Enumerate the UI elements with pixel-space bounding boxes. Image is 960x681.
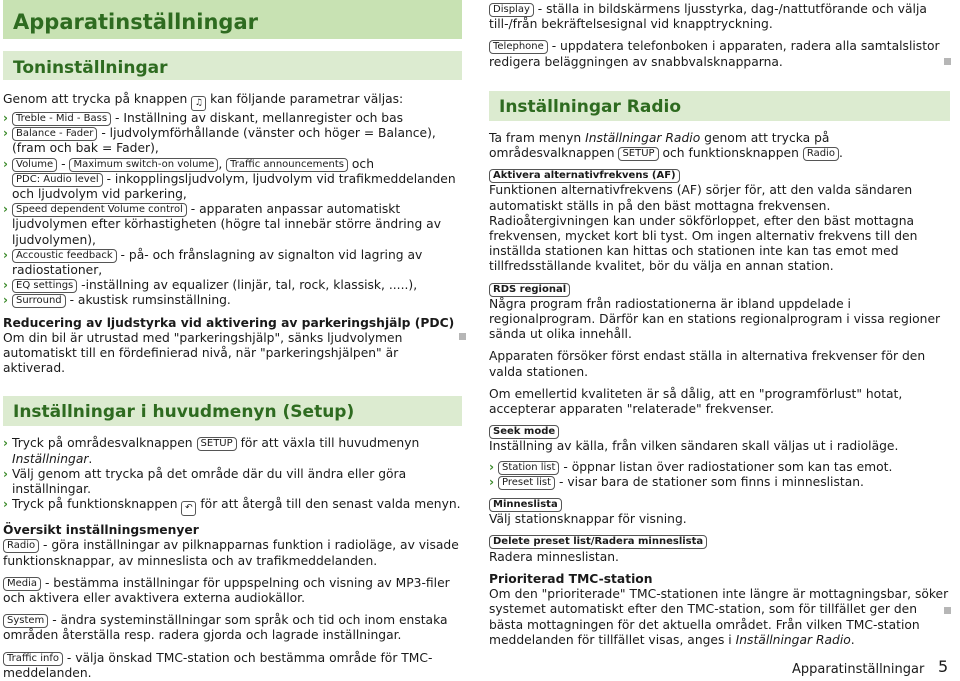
station-list-key: Station list [498, 461, 559, 475]
overview-item: Telephone - uppdatera telefonboken i apparaten, radera alla samtalslistor redigera beläggningen av snabbvalsknapparna. [489, 39, 940, 69]
tone-parameter-list [3, 111, 462, 309]
tone-parameter-item: › Treble - Mid - Bass - Inställning av diskant, mellanregister och bas [3, 111, 404, 125]
tmc-heading: Prioriterad TMC-station [489, 571, 653, 586]
station-list-line: › Station list - öppnar listan över radiostationer som kan tas emot. [489, 459, 893, 474]
option-key: Accoustic feedback [12, 249, 117, 263]
arrow-icon: › [3, 497, 8, 512]
tone-parameter-item: › Surround - akustisk rumsinställning. [3, 293, 231, 308]
tone-parameter-item: › Volume - Maximum switch-on volume , Traffic announcements och PDC: Audio level - inkopplingsljudvolym, ljudvolym vid trafikmeddelanden och ljudvolym vid parkering, [3, 156, 456, 202]
page-title: Apparatinställningar [3, 0, 462, 39]
option-key: Volume [12, 158, 57, 172]
tone-parameter-item: › EQ settings -inställning av equalizer (linjär, tal, rock, klassisk, .....), [3, 278, 418, 293]
footer-section-title: Apparatinställningar [792, 662, 925, 677]
radio-key: Radio [803, 147, 839, 161]
setup-step-1: › Tryck på områdesvalknappen SETUP för att växla till huvudmenyn Inställningar. [3, 436, 420, 466]
option-key: Surround [12, 294, 66, 308]
preset-list-line: › Preset list - visar bara de stationer som finns i minneslistan. [489, 474, 864, 489]
option-key: Speed dependent Volume control [12, 203, 187, 217]
arrow-icon: › [3, 293, 8, 308]
overview-item: Display - ställa in bildskärmens ljusstyrka, dag-/nattutförande och välja till-/från bekräftelsesignal vid knapptryckning. [489, 2, 927, 32]
rds-text-3: Om emellertid kvaliteten är så dålig, att en "programförlust" hotat, accepterar apparaten "relaterade" frekvenser. [489, 386, 903, 417]
right-column [489, 2, 950, 648]
setup-key: SETUP [618, 147, 658, 161]
arrow-icon: › [3, 111, 8, 125]
arrow-icon: › [3, 466, 8, 481]
section-title-tone: Toninställningar [3, 51, 462, 80]
seek-key: Seek mode [489, 425, 559, 439]
setup-step-2: › Välj genom att trycka på det område där du vill ändra eller göra inställningar. [3, 466, 407, 497]
option-key: Maximum switch-on volume [69, 158, 218, 172]
af-text: Funktionen alternativfrekvens (AF) sörjer för, att den valda sändaren automatiskt ställs in på den bäst mottagna frekvensen. Radioåtergivningen kan under sökförloppet, efter den bäst mottagna frekvensen, mycket kort bli tyst. Om ingen alternativ frekvens till den inställda stationen kan hittas och stationen inte kan tas emot med tillfredsställande kvalitet, bör du välja en annan station. [489, 183, 918, 274]
arrow-icon: › [3, 126, 8, 141]
delete-preset-key: Delete preset list/Radera minneslista [489, 535, 707, 549]
option-key: Traffic announcements [226, 158, 348, 172]
overview-list [3, 538, 462, 681]
overview-item: Traffic info - välja önskad TMC-station och bestämma område för TMC-meddelanden. [3, 650, 433, 680]
overview-item: System - ändra systeminställningar som språk och tid och inom enstaka områden återställa resp. radera gjorda och lagrade inställningar. [3, 613, 448, 643]
menu-key: Media [3, 577, 41, 591]
tone-parameter-item: › Speed dependent Volume control - apparaten anpassar automatiskt ljudvolymen efter körhastigheten (högre tal innebär större ändring av ljudvolymen), [3, 202, 441, 247]
pdc-text: Om din bil är utrustad med "parkeringshjälp", sänks ljudvolymen automatiskt till en fördefinierad nivå, när "parkeringshjälpen" är aktiverad. [3, 330, 403, 376]
overview-heading: Översikt inställningsmenyer [3, 523, 199, 538]
overview-item: Media - bestämma inställningar för uppspelning och visning av MP3-filer och aktivera eller avaktivera externa audiokällor. [3, 575, 450, 606]
section-end-marker [944, 607, 951, 614]
section-title-setup: Inställningar i huvudmenyn (Setup) [3, 396, 462, 426]
seek-text: Inställning av källa, från vilken sändaren skall väljas ut i radioläge. [489, 439, 899, 454]
section-title-radio: Inställningar Radio [489, 91, 950, 121]
arrow-icon: › [489, 459, 495, 474]
setup-step-3: › Tryck på funktionsknappen ↶ för att återgå till den senast valda menyn. [3, 497, 462, 516]
option-key: Treble - Mid - Bass [12, 112, 111, 126]
tmc-text: Om den "prioriterade" TMC-stationen inte längre är mottagningsbar, söker systemet automatiskt efter den TMC-station, som för tillfället ger den bästa mottagningen för det aktuella området. Från vilken TMC-station meddelanden för tillfället visas, anges i Inställningar Radio. [489, 587, 949, 647]
menu-key: Display [489, 3, 534, 17]
arrow-icon: › [3, 278, 8, 293]
rds-text-2: Apparaten försöker först endast ställa in alternativa frekvenser för den valda stationen. [489, 349, 926, 379]
section-end-marker [459, 333, 466, 340]
tone-parameter-item: › Balance - Fader - ljudvolymförhållande (vänster och höger = Balance), (fram och bak = Fader), [3, 126, 436, 156]
back-icon: ↶ [181, 501, 196, 516]
arrow-icon: › [489, 474, 495, 489]
rds-key: RDS regional [489, 283, 570, 297]
delete-preset-text: Radera minneslistan. [489, 549, 619, 564]
arrow-icon: › [3, 156, 8, 171]
pdc-heading: Reducering av ljudstyrka vid aktivering av parkeringshjälp (PDC) [3, 315, 455, 330]
arrow-icon: › [3, 436, 8, 451]
overview-item: Radio - göra inställningar av pilknapparnas funktion i radioläge, av visade funktionsknappar, av minneslista och av trafikmeddelanden. [3, 538, 459, 568]
arrow-icon: › [3, 202, 8, 217]
memory-list-key: Minneslista [489, 498, 562, 512]
left-column [3, 0, 462, 681]
page-number: 5 [938, 657, 949, 676]
option-key: PDC: Audio level [12, 173, 103, 187]
rds-text-1: Några program från radiostationerna är ibland uppdelade i regionalprogram. Därför kan en stations regionalprogram i vissa regioner sända ut olika innehåll. [489, 296, 941, 342]
menu-key: System [3, 614, 48, 628]
af-key: Aktivera alternativfrekvens (AF) [489, 169, 680, 183]
preset-list-key: Preset list [498, 476, 555, 490]
option-key: Balance - Fader [12, 127, 97, 141]
section-end-marker [944, 58, 951, 65]
memory-list-text: Välj stationsknappar för visning. [489, 512, 687, 527]
menu-key: Traffic info [3, 652, 63, 666]
tone-parameter-item: › Accoustic feedback - på- och frånslagning av signalton vid lagring av radiostationer, [3, 247, 423, 278]
option-key: EQ settings [12, 279, 77, 293]
arrow-icon: › [3, 247, 8, 262]
tone-intro: Genom att trycka på knappen ♫ kan följande parametrar väljas: [3, 92, 462, 111]
menu-key: Telephone [489, 40, 548, 54]
radio-intro: Ta fram menyn Inställningar Radio genom att trycka på områdesvalknappen SETUP och funktionsknappen Radio . [489, 130, 843, 161]
menu-key: Radio [3, 539, 39, 553]
setup-key: SETUP [197, 437, 237, 451]
music-note-icon: ♫ [191, 96, 206, 111]
